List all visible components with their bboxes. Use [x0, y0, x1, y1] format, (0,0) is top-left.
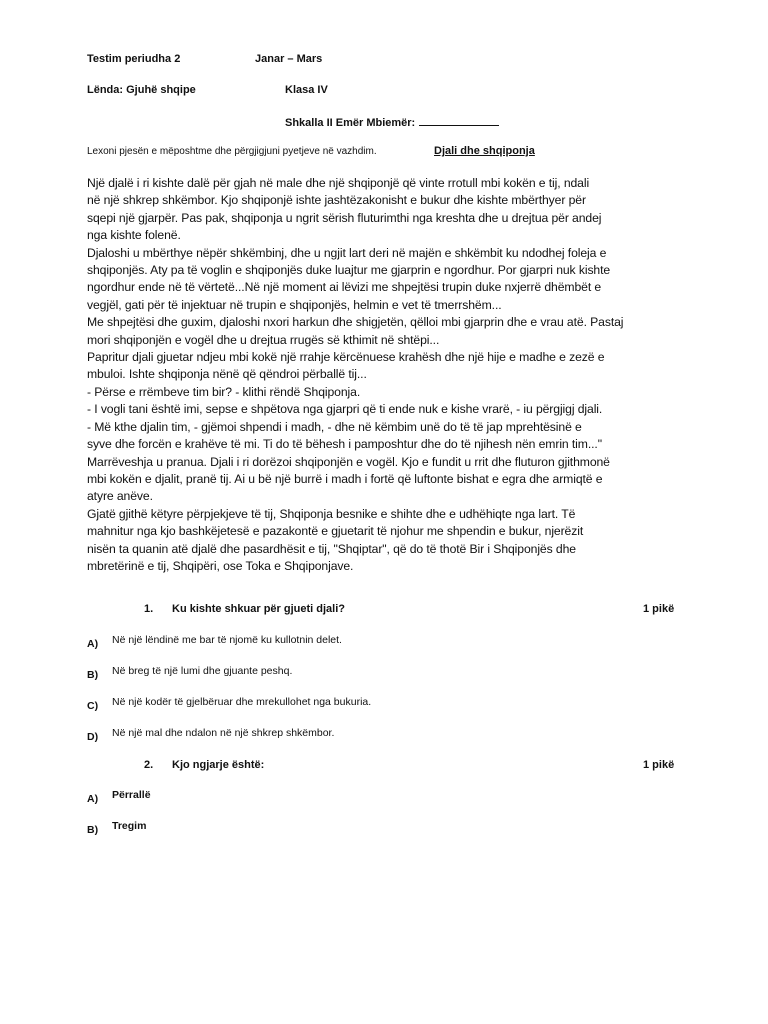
question-1-points: 1 pikë: [643, 603, 675, 615]
class-label: Klasa IV: [285, 84, 328, 96]
question-1-number: 1.: [144, 603, 154, 615]
test-period: Janar – Mars: [255, 53, 323, 65]
passage-line: në një shkrep shkëmbor. Kjo shqiponjë ishte jashtëzakonisht e bukur dhe kishte mbërthyer për: [87, 193, 586, 208]
passage-line: mbretërinë e tij, Shqipëri, ose Toka e Shqiponjave.: [87, 558, 354, 573]
passage-line: atyre anëve.: [87, 489, 153, 504]
passage-line: Papritur djali gjuetar ndjeu mbi kokë një rrahje kërcënuese krahësh dhe një hije e madhe e zezë e: [87, 350, 605, 365]
option-letter: B): [87, 824, 99, 836]
question-2-points: 1 pikë: [643, 759, 675, 771]
question-2-number: 2.: [144, 759, 154, 771]
passage-line: Djaloshi u mbërthye nëpër shkëmbinj, dhe u ngjit lart deri në majën e shkëmbit ku ndodhej foleja e: [87, 245, 607, 260]
passage-line: nga kishte folenë.: [87, 228, 181, 243]
question-1-text: Ku kishte shkuar për gjueti djali?: [172, 603, 345, 615]
passage-line: mori shqiponjën e vogël dhe u drejtua rrugës së kthimit në shtëpi...: [87, 332, 440, 347]
test-title: Testim periudha 2: [87, 53, 181, 65]
passage-line: syve dhe forcën e krahëve të mi. Ti do të bëhesh i pamposhtur dhe do të njihesh nën emrin tim...": [87, 437, 602, 452]
option-letter: D): [87, 731, 99, 743]
option-text: Tregim: [112, 820, 147, 832]
q2-option-a[interactable]: [87, 789, 151, 807]
option-letter: A): [87, 638, 99, 650]
option-letter: A): [87, 793, 99, 805]
option-text: Në një mal dhe ndalon në një shkrep shkëmbor.: [112, 727, 335, 739]
question-2-text: Kjo ngjarje është:: [172, 759, 265, 771]
passage-line: ngordhur ende në të vërtetë...Në një moment ai lëvizi me shpejtësi trupin duke nxjerrë dhëmbët e: [87, 280, 602, 295]
story-title: Djali dhe shqiponja: [434, 145, 535, 157]
passage-line: shqiponjës. Aty pa të voglin e shqiponjës duke luajtur me gjarprin e ngordhur. Por gjarpri nuk kishte: [87, 263, 611, 278]
passage-line: - I vogli tani është imi, sepse e shpëtova nga gjarpri që ti ende nuk e kishe vrarë, - iu përgjigj djali.: [87, 402, 603, 417]
q1-option-c[interactable]: [87, 696, 372, 714]
name-field: [285, 115, 499, 129]
subject-label: Lënda: Gjuhë shqipe: [87, 84, 196, 96]
passage-line: Marrëveshja u pranua. Djali i ri dorëzoi shqiponjën e vogël. Kjo e fundit u rrit dhe fluturon gjithmonë: [87, 454, 610, 469]
name-blank-line[interactable]: [419, 115, 499, 126]
passage-line: mbi kokën e djalit, pranë tij. Ai u bë një burrë i madh i fortë që luftonte bishat e egra dhe armiqtë e: [87, 471, 603, 486]
passage-line: vegjël, gati për të injektuar në trupin e shqiponjës, helmin e vet të tmerrshëm...: [87, 297, 502, 312]
name-label: Shkalla II Emër Mbiemër:: [285, 117, 416, 129]
q1-option-a[interactable]: [87, 634, 342, 652]
option-text: Në breg të një lumi dhe gjuante peshq.: [112, 665, 293, 677]
reading-passage: [87, 175, 677, 575]
passage-line: - Më kthe djalin tim, - gjëmoi shpendi i madh, - dhe në këmbim unë do të të jap mprehtësinë e: [87, 419, 582, 434]
passage-line: sqepi një gjarpër. Pas pak, shqiponja u ngrit sërish fluturimthi nga kreshta dhe u drejtua për andej: [87, 210, 602, 225]
passage-line: nisën ta quanin atë djalë dhe pasardhësit e tij, "Shqiptar", që do të thotë Bir i Shqiponjës dhe: [87, 541, 576, 556]
passage-line: Gjatë gjithë këtyre përpjekjeve të tij, Shqiponja besnike e shihte dhe e udhëhiqte nga lart. Të: [87, 506, 576, 521]
option-text: Përrallë: [112, 789, 151, 801]
q1-option-d[interactable]: [87, 727, 335, 745]
option-letter: B): [87, 669, 99, 681]
passage-line: - Përse e rrëmbeve tim bir? - klithi rëndë Shqiponja.: [87, 384, 361, 399]
passage-line: mahnitur nga kjo bashkëjetesë e pazakontë e gjuetarit të njohur me shpendin e bukur, njerëzit: [87, 524, 584, 539]
passage-line: Një djalë i ri kishte dalë për gjah në male dhe një shqiponjë që vinte rrotull mbi kokën e tij, ndali: [87, 176, 590, 190]
q2-option-b[interactable]: [87, 820, 147, 838]
option-text: Në një kodër të gjelbëruar dhe mrekullohet nga bukuria.: [112, 696, 372, 708]
passage-line: mbuloi. Ishte shqiponja nënë që qëndroi përballë tij...: [87, 367, 367, 382]
instructions: Lexoni pjesën e mëposhtme dhe përgjigjuni pyetjeve në vazhdim.: [87, 146, 377, 157]
option-letter: C): [87, 700, 99, 712]
option-text: Në një lëndinë me bar të njomë ku kullotnin delet.: [112, 634, 342, 646]
passage-line: Me shpejtësi dhe guxim, djaloshi nxori harkun dhe shigjetën, qëlloi mbi gjarprin dhe e vrau atë. Pastaj: [87, 315, 624, 330]
q1-option-b[interactable]: [87, 665, 293, 683]
